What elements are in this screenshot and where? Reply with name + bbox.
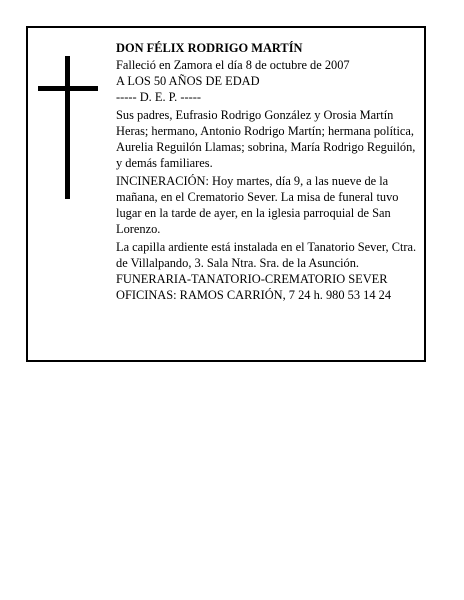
cross-vertical-bar <box>65 56 70 199</box>
rip-line: ----- D. E. P. ----- <box>116 90 201 104</box>
death-date-line: Falleció en Zamora el día 8 de octubre de 2007 <box>116 58 350 72</box>
offices-line: OFICINAS: RAMOS CARRIÓN, 7 24 h. 980 53 14 24 <box>116 288 392 302</box>
cross-icon <box>38 56 98 199</box>
age-line: A LOS 50 AÑOS DE EDAD <box>116 74 260 88</box>
funeral-home-line: FUNERARIA-TANATORIO-CREMATORIO SEVER <box>116 272 388 286</box>
family-paragraph: Sus padres, Eufrasio Rodrigo González y Orosia Martín Heras; hermano, Antonio Rodrigo Martín; hermana política, Aurelia Reguilón Llamas; sobrina, María Rodrigo Reguilón, y demás familiares. <box>116 108 416 170</box>
deceased-name: DON FÉLIX RODRIGO MARTÍN <box>116 41 303 55</box>
obituary-notice <box>26 26 426 362</box>
cross-horizontal-bar <box>38 86 98 91</box>
obituary-text <box>116 40 422 303</box>
chapel-paragraph: La capilla ardiente está instalada en el Tanatorio Sever, Ctra. de Villalpando, 3. Sala Ntra. Sra. de la Asunción. <box>116 240 417 270</box>
cremation-paragraph: INCINERACIÓN: Hoy martes, día 9, a las nueve de la mañana, en el Crematorio Sever. La misa de funeral tuvo lugar en la tarde de ayer, en la iglesia parroquial de San Lorenzo. <box>116 174 399 236</box>
